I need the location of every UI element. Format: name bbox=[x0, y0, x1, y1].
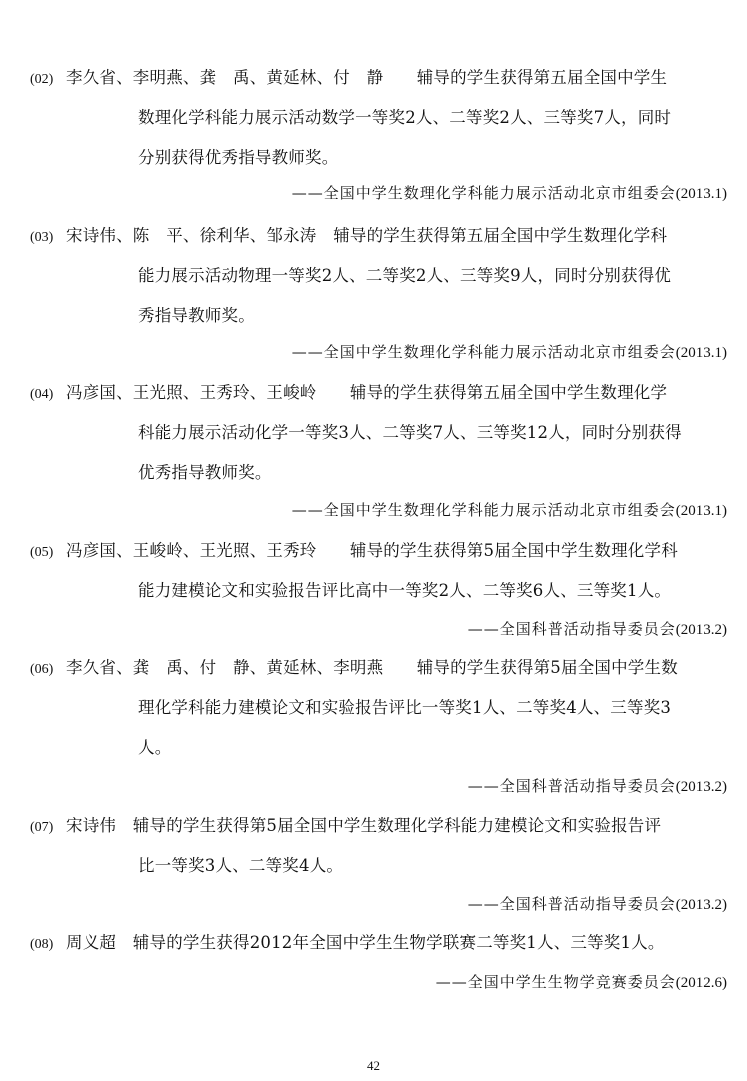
entry-line: 李久省、龚 禹、付 静、黄延林、李明燕 辅导的学生获得第5届全国中学生数 bbox=[66, 658, 678, 677]
source-organization: ——全国科普活动指导委员会 bbox=[467, 620, 676, 638]
source-date: (2013.1) bbox=[675, 186, 727, 202]
entry-line: 能力建模论文和实验报告评比高中一等奖2人、二等奖6人、三等奖1人。 bbox=[138, 581, 672, 600]
entry-line: 宋诗伟 辅导的学生获得第5届全国中学生数理化学科能力建模论文和实验报告评 bbox=[66, 816, 662, 835]
source-date: (2013.1) bbox=[675, 345, 727, 361]
page-number: 42 bbox=[367, 1058, 380, 1073]
entry-line: 宋诗伟、陈 平、徐利华、邹永涛 辅导的学生获得第五届全国中学生数理化学科 bbox=[66, 226, 668, 245]
award-source bbox=[292, 500, 727, 521]
source-organization: ——全国中学生数理化学科能力展示活动北京市组委会 bbox=[291, 343, 676, 361]
entry-line: 冯彦国、王光照、王秀玲、王峻岭 辅导的学生获得第五届全国中学生数理化学 bbox=[66, 383, 668, 402]
award-source bbox=[292, 183, 727, 204]
source-date: (2013.1) bbox=[675, 503, 727, 519]
source-date: (2013.2) bbox=[675, 622, 727, 638]
entry-line: 优秀指导教师奖。 bbox=[138, 463, 272, 482]
award-source bbox=[468, 776, 727, 797]
entry-number: (06) bbox=[30, 662, 54, 677]
source-organization: ——全国科普活动指导委员会 bbox=[467, 777, 676, 795]
entry-line: 人。 bbox=[138, 738, 172, 757]
entry-number: (04) bbox=[30, 387, 54, 402]
entry-number: (07) bbox=[30, 820, 54, 835]
entry-number: (05) bbox=[30, 545, 54, 560]
source-date: (2012.6) bbox=[675, 975, 727, 991]
entry-line: 数理化学科能力展示活动数学一等奖2人、二等奖2人、三等奖7人，同时 bbox=[138, 108, 672, 127]
source-date: (2013.2) bbox=[675, 779, 727, 795]
entry-line: 秀指导教师奖。 bbox=[138, 306, 255, 325]
source-organization: ——全国中学生数理化学科能力展示活动北京市组委会 bbox=[291, 501, 676, 519]
award-source bbox=[468, 894, 727, 915]
award-source bbox=[468, 619, 727, 640]
entry-number: (08) bbox=[30, 937, 54, 952]
entry-line: 比一等奖3人、二等奖4人。 bbox=[138, 856, 344, 875]
award-source bbox=[436, 972, 727, 993]
award-source bbox=[292, 342, 727, 363]
entry-line: 周义超 辅导的学生获得2012年全国中学生生物学联赛二等奖1人、三等奖1人。 bbox=[66, 933, 665, 952]
source-organization: ——全国科普活动指导委员会 bbox=[467, 895, 676, 913]
entry-line: 能力展示活动物理一等奖2人、二等奖2人、三等奖9人，同时分别获得优 bbox=[138, 266, 672, 285]
entry-line: 分别获得优秀指导教师奖。 bbox=[138, 148, 339, 167]
entry-line: 科能力展示活动化学一等奖3人、二等奖7人、三等奖12人，同时分别获得 bbox=[138, 423, 682, 442]
entry-line: 理化学科能力建模论文和实验报告评比一等奖1人、二等奖4人、三等奖3 bbox=[138, 698, 672, 717]
entry-number: (03) bbox=[30, 230, 54, 245]
entry-line: 李久省、李明燕、龚 禹、黄延林、付 静 辅导的学生获得第五届全国中学生 bbox=[66, 68, 668, 87]
source-organization: ——全国中学生生物学竞赛委员会 bbox=[435, 973, 676, 991]
entry-number: (02) bbox=[30, 72, 54, 87]
source-date: (2013.2) bbox=[675, 897, 727, 913]
entry-line: 冯彦国、王峻岭、王光照、王秀玲 辅导的学生获得第5届全国中学生数理化学科 bbox=[66, 541, 678, 560]
source-organization: ——全国中学生数理化学科能力展示活动北京市组委会 bbox=[291, 184, 676, 202]
